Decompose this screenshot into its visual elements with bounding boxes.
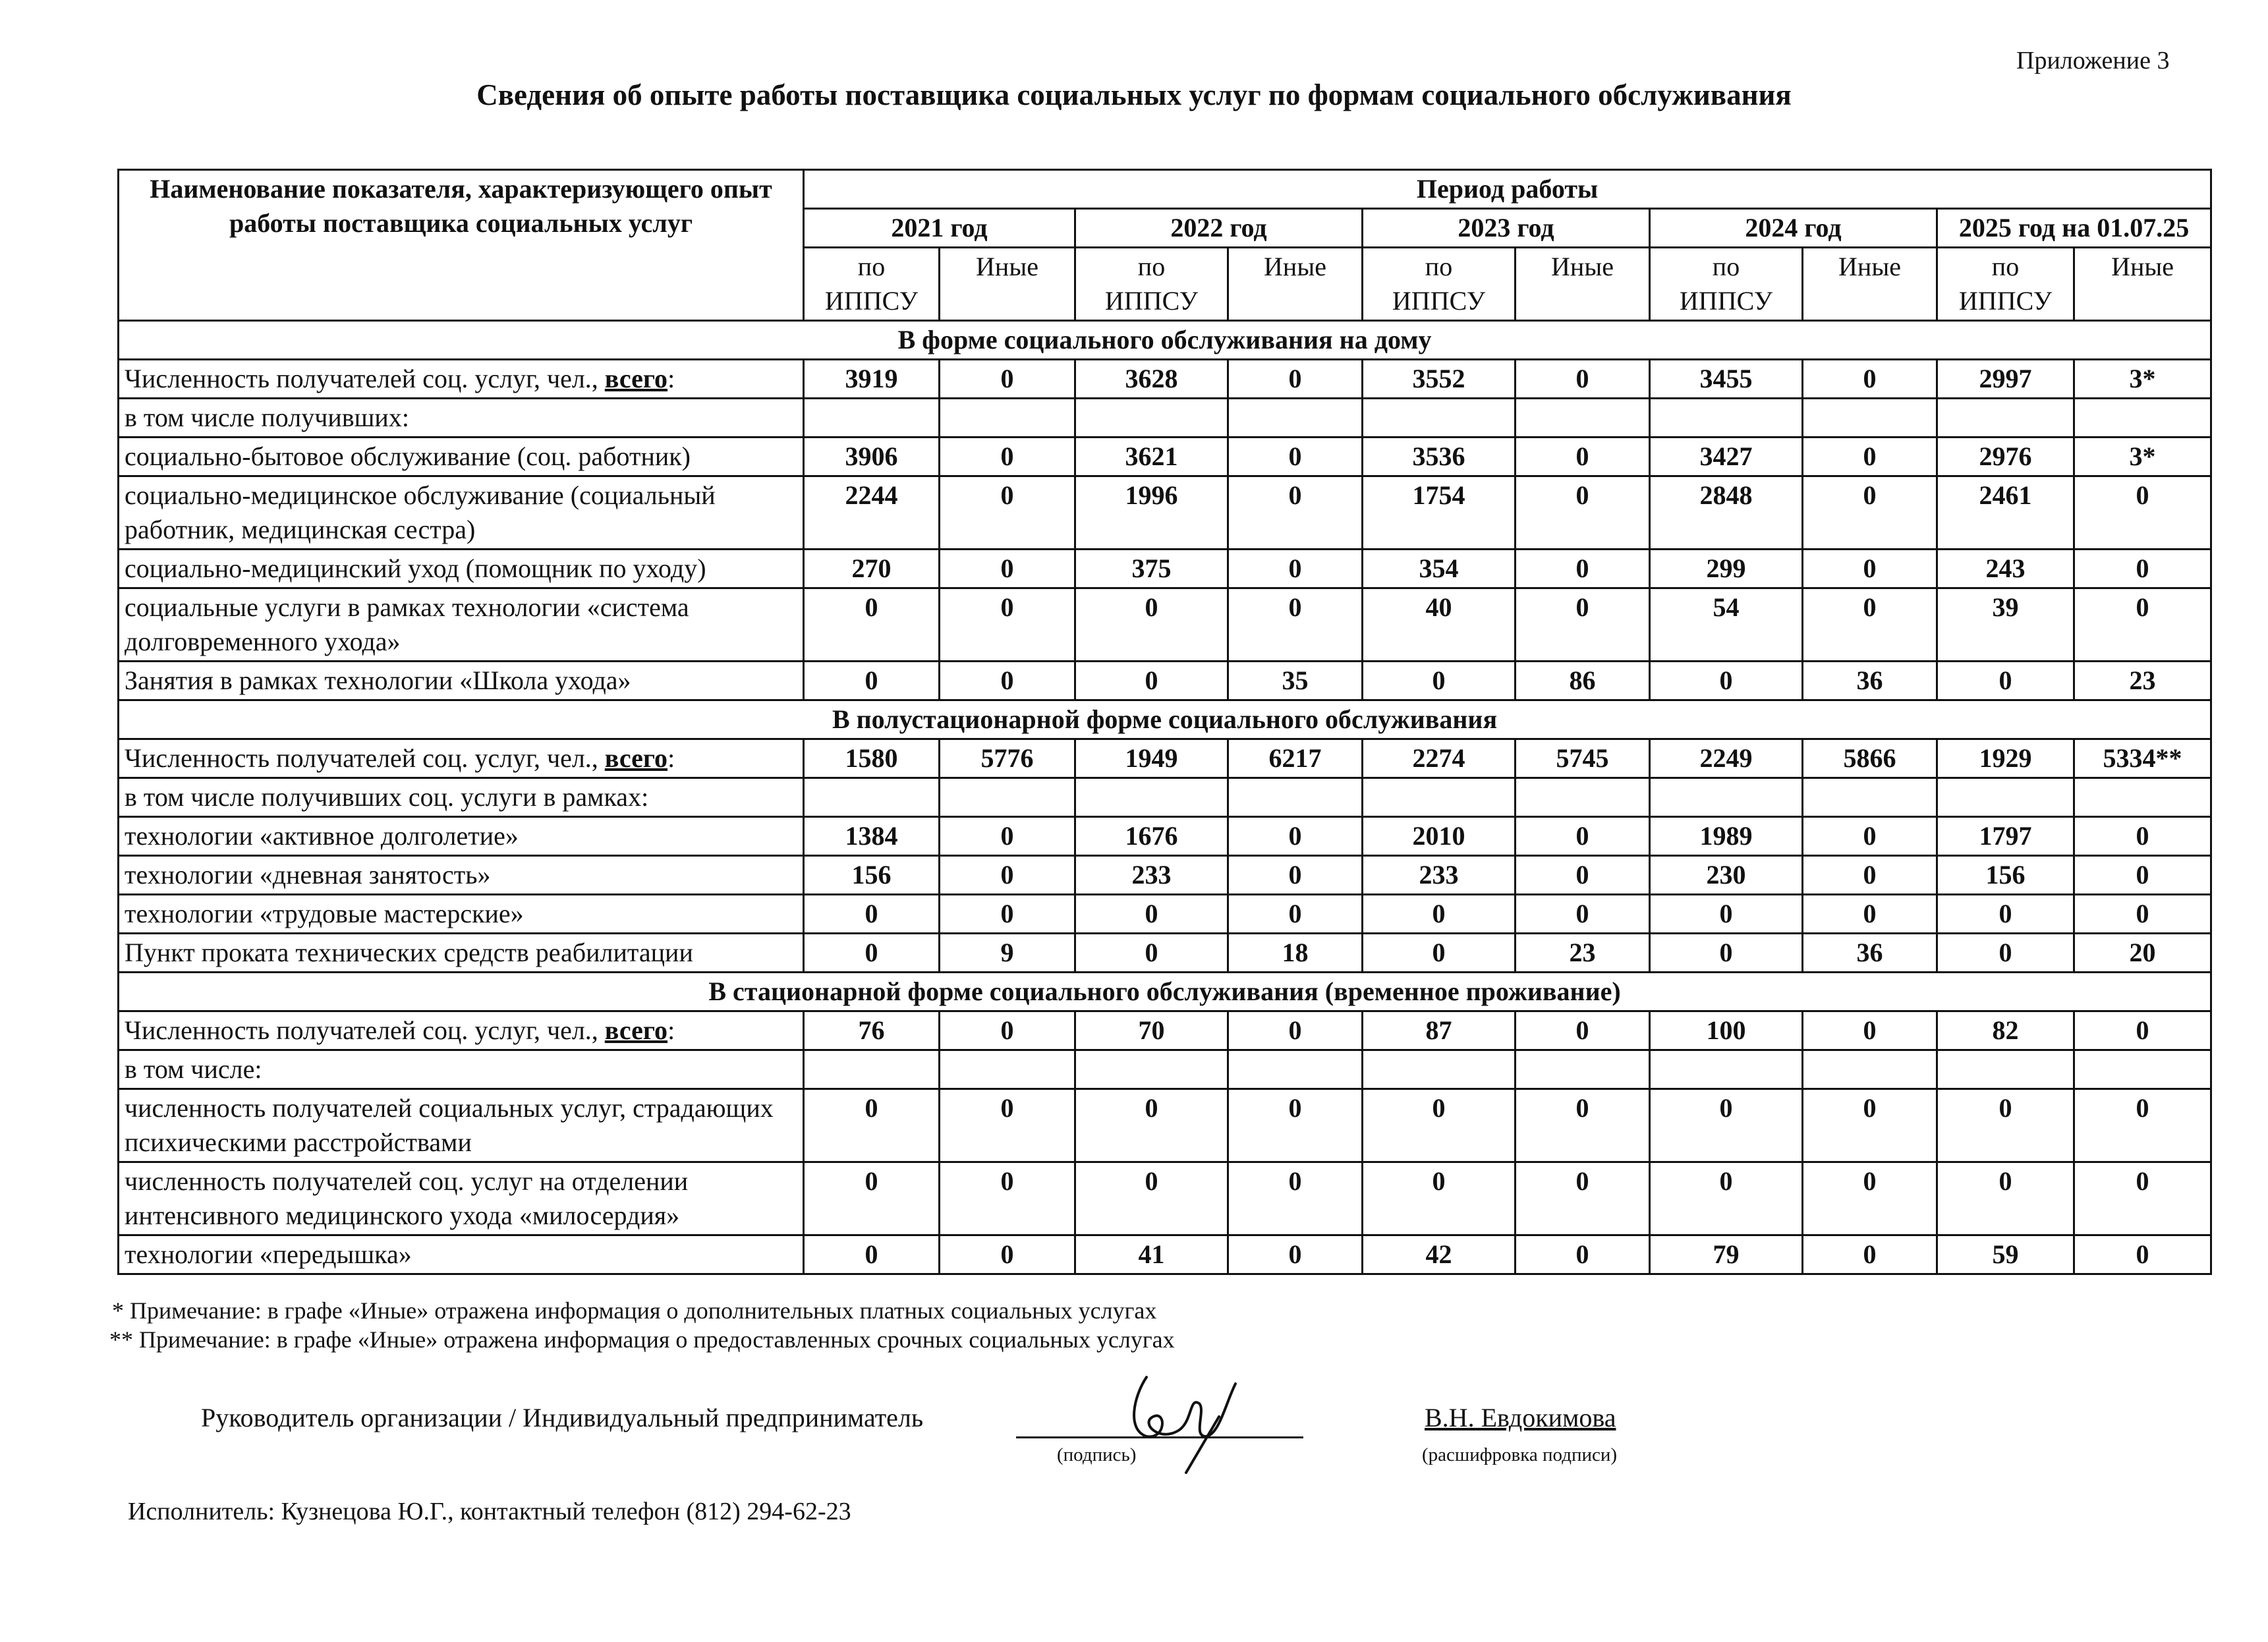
- table-row: [119, 934, 2211, 973]
- table-row: [119, 1162, 2211, 1235]
- value-cell: 0: [1075, 1089, 1228, 1162]
- value-cell: 41: [1075, 1235, 1228, 1274]
- value-cell: 0: [940, 662, 1075, 700]
- value-cell: 3906: [804, 438, 940, 476]
- table-body: [119, 170, 2211, 1274]
- section-row: [119, 321, 2211, 360]
- value-cell: [1075, 399, 1228, 438]
- subheader-other: Иные: [1516, 248, 1650, 321]
- value-cell: 3*: [2074, 360, 2211, 399]
- row-label-text: социально-бытовое обслуживание (соц. работник): [125, 441, 691, 471]
- value-cell: 0: [1803, 476, 1937, 550]
- value-cell: [1650, 1050, 1803, 1089]
- value-cell: 0: [1516, 438, 1650, 476]
- value-cell: 299: [1650, 550, 1803, 588]
- row-label-tail: :: [667, 1015, 675, 1045]
- value-cell: [1363, 778, 1516, 817]
- value-cell: 2274: [1363, 739, 1516, 778]
- row-label: [119, 476, 804, 550]
- value-cell: 0: [1363, 1162, 1516, 1235]
- value-cell: 70: [1075, 1011, 1228, 1050]
- value-cell: [804, 1050, 940, 1089]
- value-cell: 0: [940, 360, 1075, 399]
- value-cell: 2976: [1937, 438, 2074, 476]
- value-cell: 0: [1516, 1162, 1650, 1235]
- value-cell: 0: [1803, 895, 1937, 934]
- value-cell: 5745: [1516, 739, 1650, 778]
- report-table: [117, 169, 2212, 1275]
- value-cell: 23: [1516, 934, 1650, 973]
- value-cell: [2074, 778, 2211, 817]
- value-cell: 0: [1803, 856, 1937, 895]
- section-title: В полустационарной форме социального обслуживания: [119, 700, 2211, 739]
- table-row: [119, 856, 2211, 895]
- subheader-ippsu: [1937, 248, 2074, 321]
- value-cell: 5776: [940, 739, 1075, 778]
- value-cell: 0: [1075, 934, 1228, 973]
- table-row: [119, 778, 2211, 817]
- table-row: [119, 1235, 2211, 1274]
- row-label-text: социально-медицинское обслуживание (социальный работник, медицинская сестра): [125, 480, 716, 544]
- row-label-text: Численность получателей соц. услуг, чел.,: [125, 1015, 605, 1045]
- value-cell: 2461: [1937, 476, 2074, 550]
- subheader-ippsu: [1363, 248, 1516, 321]
- value-cell: 0: [940, 1089, 1075, 1162]
- value-cell: 0: [940, 1011, 1075, 1050]
- row-label: [119, 856, 804, 895]
- value-cell: 0: [1516, 817, 1650, 856]
- value-cell: 0: [940, 856, 1075, 895]
- value-cell: 0: [1516, 895, 1650, 934]
- value-cell: 354: [1363, 550, 1516, 588]
- value-cell: 0: [804, 588, 940, 662]
- value-cell: 1754: [1363, 476, 1516, 550]
- value-cell: 0: [1803, 1011, 1937, 1050]
- subheader-ippsu-line-2: ИППСУ: [1679, 286, 1773, 316]
- value-cell: 0: [940, 895, 1075, 934]
- value-cell: 0: [940, 476, 1075, 550]
- value-cell: 0: [1228, 1235, 1363, 1274]
- value-cell: 0: [1803, 588, 1937, 662]
- value-cell: 0: [1650, 934, 1803, 973]
- value-cell: 0: [1075, 662, 1228, 700]
- value-cell: [1803, 1050, 1937, 1089]
- value-cell: [1650, 399, 1803, 438]
- value-cell: 5866: [1803, 739, 1937, 778]
- value-cell: 375: [1075, 550, 1228, 588]
- row-label-text: технологии «дневная занятость»: [125, 860, 491, 890]
- value-cell: 0: [1075, 1162, 1228, 1235]
- signatory-role: Руководитель организации / Индивидуальный предприниматель: [201, 1403, 924, 1432]
- value-cell: 0: [1228, 856, 1363, 895]
- value-cell: 0: [1803, 817, 1937, 856]
- table-row: [119, 662, 2211, 700]
- value-cell: 0: [940, 438, 1075, 476]
- subheader-ippsu-line-1: по: [1425, 252, 1453, 281]
- row-label: [119, 778, 804, 817]
- value-cell: 1996: [1075, 476, 1228, 550]
- value-cell: 1676: [1075, 817, 1228, 856]
- value-cell: [1228, 778, 1363, 817]
- value-cell: 0: [804, 895, 940, 934]
- value-cell: 0: [2074, 856, 2211, 895]
- signatory-name: В.Н. Евдокимова: [1425, 1403, 1616, 1432]
- subheader-ippsu-line-2: ИППСУ: [1392, 286, 1486, 316]
- value-cell: 3621: [1075, 438, 1228, 476]
- value-cell: 18: [1228, 934, 1363, 973]
- section-row: [119, 973, 2211, 1011]
- value-cell: 42: [1363, 1235, 1516, 1274]
- row-label-text: Численность получателей соц. услуг, чел.,: [125, 743, 605, 773]
- value-cell: 2249: [1650, 739, 1803, 778]
- value-cell: 0: [1228, 817, 1363, 856]
- header-year: 2022 год: [1075, 209, 1363, 248]
- value-cell: 2244: [804, 476, 940, 550]
- row-label-text: социальные услуги в рамках технологии «система долговременного ухода»: [125, 592, 689, 656]
- value-cell: 156: [804, 856, 940, 895]
- table-row: [119, 588, 2211, 662]
- row-label-total: всего: [604, 1015, 668, 1045]
- row-label: [119, 1089, 804, 1162]
- value-cell: 0: [1937, 1089, 2074, 1162]
- row-label-text: в том числе получивших:: [125, 403, 409, 432]
- subheader-other: Иные: [1803, 248, 1937, 321]
- value-cell: 1949: [1075, 739, 1228, 778]
- table-row: [119, 399, 2211, 438]
- subheader-other: Иные: [940, 248, 1075, 321]
- value-cell: [1650, 778, 1803, 817]
- row-label: [119, 1011, 804, 1050]
- document-title: Сведения об опыте работы поставщика социальных услуг по формам социального обслуживания: [476, 78, 1792, 111]
- row-label-text: Занятия в рамках технологии «Школа ухода»: [125, 665, 631, 695]
- row-label-text: технологии «трудовые мастерские»: [125, 899, 524, 928]
- row-label-text: Численность получателей соц. услуг, чел.,: [125, 364, 605, 393]
- value-cell: 9: [940, 934, 1075, 973]
- value-cell: 36: [1803, 934, 1937, 973]
- value-cell: 79: [1650, 1235, 1803, 1274]
- row-label: [119, 1235, 804, 1274]
- value-cell: 2010: [1363, 817, 1516, 856]
- header-year: 2024 год: [1650, 209, 1937, 248]
- value-cell: 3427: [1650, 438, 1803, 476]
- value-cell: 0: [1516, 588, 1650, 662]
- value-cell: 0: [1516, 1235, 1650, 1274]
- table-row: [119, 1089, 2211, 1162]
- row-label-text: Пункт проката технических средств реабилитации: [125, 938, 693, 967]
- row-label-text: в том числе получивших соц. услуги в рамках:: [125, 782, 649, 812]
- table-row: [119, 1050, 2211, 1089]
- value-cell: [2074, 399, 2211, 438]
- header-indicator-name: [119, 170, 804, 321]
- value-cell: 0: [1228, 1089, 1363, 1162]
- value-cell: 0: [1803, 1089, 1937, 1162]
- value-cell: 0: [1803, 550, 1937, 588]
- value-cell: [1937, 778, 2074, 817]
- value-cell: 0: [1363, 895, 1516, 934]
- subheader-other: Иные: [1228, 248, 1363, 321]
- value-cell: 233: [1363, 856, 1516, 895]
- header-year: 2023 год: [1363, 209, 1650, 248]
- value-cell: [2074, 1050, 2211, 1089]
- signatory-name-caption: (расшифровка подписи): [1422, 1444, 1618, 1465]
- value-cell: 0: [1228, 360, 1363, 399]
- value-cell: 3*: [2074, 438, 2211, 476]
- subheader-ippsu-line-1: по: [1712, 252, 1740, 281]
- value-cell: 0: [2074, 476, 2211, 550]
- subheader-ippsu: [1650, 248, 1803, 321]
- value-cell: 0: [1075, 895, 1228, 934]
- value-cell: 0: [1228, 476, 1363, 550]
- value-cell: 0: [1803, 1235, 1937, 1274]
- value-cell: [1228, 1050, 1363, 1089]
- value-cell: 0: [940, 1162, 1075, 1235]
- value-cell: 86: [1516, 662, 1650, 700]
- value-cell: 0: [1228, 550, 1363, 588]
- value-cell: 0: [1650, 1162, 1803, 1235]
- value-cell: 0: [2074, 550, 2211, 588]
- value-cell: 40: [1363, 588, 1516, 662]
- row-label: [119, 662, 804, 700]
- value-cell: 0: [1228, 895, 1363, 934]
- value-cell: [1075, 1050, 1228, 1089]
- value-cell: [804, 399, 940, 438]
- table-row: [119, 895, 2211, 934]
- value-cell: 1797: [1937, 817, 2074, 856]
- value-cell: 0: [1650, 1089, 1803, 1162]
- row-label: [119, 895, 804, 934]
- header-period: Период работы: [804, 170, 2211, 209]
- value-cell: 3919: [804, 360, 940, 399]
- section-title: В форме социального обслуживания на дому: [119, 321, 2211, 360]
- value-cell: 0: [1516, 550, 1650, 588]
- appendix-label: Приложение 3: [2016, 47, 2170, 74]
- row-label: [119, 550, 804, 588]
- section-row: [119, 700, 2211, 739]
- row-label: [119, 934, 804, 973]
- value-cell: 3455: [1650, 360, 1803, 399]
- value-cell: 1929: [1937, 739, 2074, 778]
- handwritten-signature: [1120, 1357, 1265, 1476]
- footnote-2: ** Примечание: в графе «Иные» отражена информация о предоставленных срочных социальных услугах: [109, 1326, 1175, 1353]
- value-cell: 1580: [804, 739, 940, 778]
- value-cell: 2848: [1650, 476, 1803, 550]
- value-cell: 0: [1516, 476, 1650, 550]
- row-label: [119, 817, 804, 856]
- value-cell: 1384: [804, 817, 940, 856]
- value-cell: 233: [1075, 856, 1228, 895]
- value-cell: 3552: [1363, 360, 1516, 399]
- table-row: [119, 1011, 2211, 1050]
- subheader-ippsu: [1075, 248, 1228, 321]
- value-cell: [1937, 1050, 2074, 1089]
- subheader-other: Иные: [2074, 248, 2211, 321]
- value-cell: 2997: [1937, 360, 2074, 399]
- subheader-ippsu-line-2: ИППСУ: [1104, 286, 1199, 316]
- value-cell: 0: [2074, 895, 2211, 934]
- value-cell: 0: [2074, 1089, 2211, 1162]
- value-cell: 36: [1803, 662, 1937, 700]
- value-cell: 0: [2074, 1011, 2211, 1050]
- value-cell: [1516, 778, 1650, 817]
- value-cell: 6217: [1228, 739, 1363, 778]
- header-year: 2025 год на 01.07.25: [1937, 209, 2211, 248]
- value-cell: [1516, 399, 1650, 438]
- row-label-text: численность получателей социальных услуг, страдающих психическими расстройствами: [125, 1093, 774, 1157]
- value-cell: 0: [940, 817, 1075, 856]
- row-label-text: социально-медицинский уход (помощник по уходу): [125, 553, 706, 583]
- value-cell: 100: [1650, 1011, 1803, 1050]
- value-cell: 0: [1516, 856, 1650, 895]
- value-cell: 230: [1650, 856, 1803, 895]
- value-cell: [1803, 399, 1937, 438]
- value-cell: 156: [1937, 856, 2074, 895]
- value-cell: 0: [1228, 1162, 1363, 1235]
- value-cell: 0: [1803, 1162, 1937, 1235]
- row-label-text: в том числе:: [125, 1054, 262, 1084]
- subheader-ippsu: [804, 248, 940, 321]
- value-cell: 0: [1937, 934, 2074, 973]
- row-label: [119, 438, 804, 476]
- subheader-ippsu-line-1: по: [1137, 252, 1166, 281]
- value-cell: [1803, 778, 1937, 817]
- table-row: [119, 739, 2211, 778]
- row-label-total: всего: [604, 364, 668, 393]
- subheader-ippsu-line-2: ИППСУ: [824, 286, 919, 316]
- value-cell: 0: [2074, 588, 2211, 662]
- table-row: [119, 438, 2211, 476]
- value-cell: 0: [940, 1235, 1075, 1274]
- value-cell: 54: [1650, 588, 1803, 662]
- row-label-tail: :: [667, 364, 675, 393]
- value-cell: 3536: [1363, 438, 1516, 476]
- row-label-text: численность получателей соц. услуг на отделении интенсивного медицинского ухода «милосердия»: [125, 1166, 689, 1230]
- value-cell: 0: [1937, 895, 2074, 934]
- value-cell: [940, 1050, 1075, 1089]
- row-label-tail: :: [667, 743, 675, 773]
- subheader-ippsu-line-1: по: [857, 252, 886, 281]
- value-cell: 270: [804, 550, 940, 588]
- value-cell: 0: [1803, 360, 1937, 399]
- table-row: [119, 817, 2211, 856]
- value-cell: 0: [1228, 1011, 1363, 1050]
- header-row-1: [119, 170, 2211, 209]
- value-cell: [940, 778, 1075, 817]
- value-cell: 0: [1363, 1089, 1516, 1162]
- value-cell: [1516, 1050, 1650, 1089]
- value-cell: 0: [1937, 1162, 2074, 1235]
- row-label: [119, 739, 804, 778]
- row-label: [119, 1162, 804, 1235]
- section-title: В стационарной форме социального обслуживания (временное проживание): [119, 973, 2211, 1011]
- signature-caption: (подпись): [1057, 1444, 1137, 1465]
- value-cell: 0: [1363, 662, 1516, 700]
- value-cell: 0: [1650, 662, 1803, 700]
- table-row: [119, 476, 2211, 550]
- value-cell: [1075, 778, 1228, 817]
- value-cell: 35: [1228, 662, 1363, 700]
- value-cell: 0: [1516, 1011, 1650, 1050]
- row-label: [119, 399, 804, 438]
- value-cell: 0: [1803, 438, 1937, 476]
- value-cell: 3628: [1075, 360, 1228, 399]
- value-cell: [1228, 399, 1363, 438]
- value-cell: [1937, 399, 2074, 438]
- value-cell: 0: [1516, 360, 1650, 399]
- executor-info: Исполнитель: Кузнецова Ю.Г., контактный телефон (812) 294-62-23: [128, 1498, 851, 1525]
- value-cell: 0: [1516, 1089, 1650, 1162]
- subheader-ippsu-line-2: ИППСУ: [1958, 286, 2053, 316]
- value-cell: 0: [1075, 588, 1228, 662]
- row-label-total: всего: [604, 743, 668, 773]
- value-cell: 23: [2074, 662, 2211, 700]
- row-label-text: технологии «передышка»: [125, 1239, 412, 1269]
- row-label-text: технологии «активное долголетие»: [125, 821, 519, 851]
- value-cell: 59: [1937, 1235, 2074, 1274]
- value-cell: 1989: [1650, 817, 1803, 856]
- row-label: [119, 360, 804, 399]
- value-cell: 0: [1228, 438, 1363, 476]
- value-cell: 76: [804, 1011, 940, 1050]
- table-row: [119, 360, 2211, 399]
- footnote-1: * Примечание: в графе «Иные» отражена информация о дополнительных платных социальных услугах: [112, 1297, 1157, 1324]
- value-cell: 0: [804, 1089, 940, 1162]
- value-cell: [1363, 399, 1516, 438]
- header-name-line-1: Наименование показателя, характеризующего опыт: [150, 174, 772, 204]
- value-cell: 0: [2074, 817, 2211, 856]
- value-cell: 0: [804, 662, 940, 700]
- value-cell: [1363, 1050, 1516, 1089]
- row-label: [119, 588, 804, 662]
- value-cell: 87: [1363, 1011, 1516, 1050]
- value-cell: 0: [940, 588, 1075, 662]
- row-label: [119, 1050, 804, 1089]
- value-cell: 243: [1937, 550, 2074, 588]
- value-cell: 5334**: [2074, 739, 2211, 778]
- value-cell: 0: [1650, 895, 1803, 934]
- value-cell: 0: [1228, 588, 1363, 662]
- value-cell: 0: [940, 550, 1075, 588]
- header-year: 2021 год: [804, 209, 1075, 248]
- value-cell: 0: [1363, 934, 1516, 973]
- table-row: [119, 550, 2211, 588]
- value-cell: 0: [1937, 662, 2074, 700]
- value-cell: 0: [804, 1162, 940, 1235]
- value-cell: 39: [1937, 588, 2074, 662]
- value-cell: 0: [2074, 1162, 2211, 1235]
- header-name-line-2: работы поставщика социальных услуг: [229, 208, 693, 238]
- value-cell: 20: [2074, 934, 2211, 973]
- value-cell: 0: [804, 934, 940, 973]
- value-cell: 0: [2074, 1235, 2211, 1274]
- subheader-ippsu-line-1: по: [1991, 252, 2020, 281]
- value-cell: 82: [1937, 1011, 2074, 1050]
- value-cell: [804, 778, 940, 817]
- value-cell: 0: [804, 1235, 940, 1274]
- value-cell: [940, 399, 1075, 438]
